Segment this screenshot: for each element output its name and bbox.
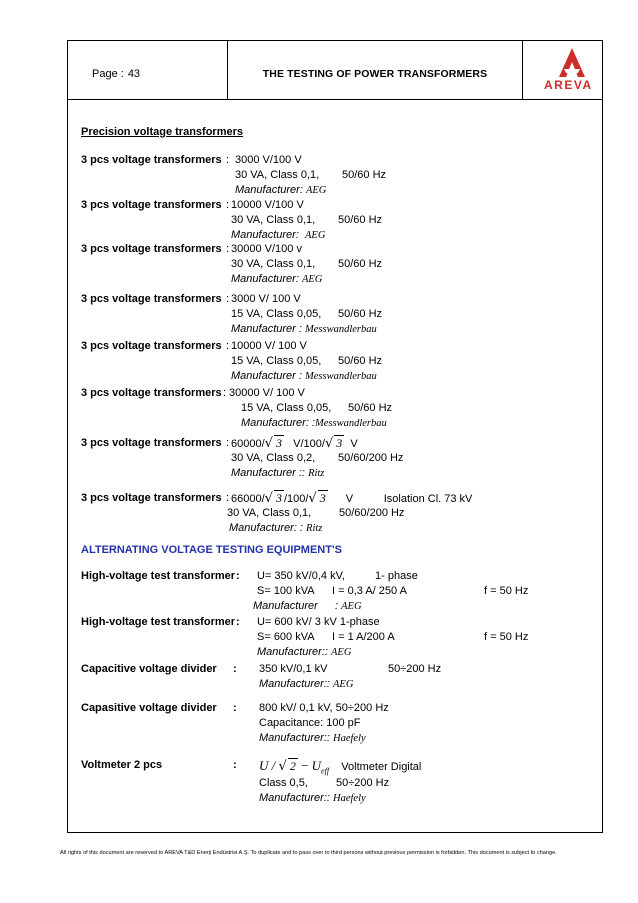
item-spec (259, 701, 389, 746)
header (68, 41, 602, 100)
manufacturer-name: Haefely (333, 733, 366, 744)
item-colon: : (226, 293, 230, 305)
formula (259, 758, 330, 776)
spec-line (231, 307, 382, 322)
manufacturer-line (231, 466, 403, 481)
item-label: 3 pcs voltage transformers (81, 492, 222, 504)
spec-line (229, 401, 392, 416)
voltage-primary: 66000/ (231, 493, 265, 505)
header-title-cell (228, 41, 523, 99)
section-title-ac-testing: ALTERNATING VOLTAGE TESTING EQUIPMENT'S (81, 544, 342, 556)
manufacturer-label: Manufacturer (231, 323, 296, 335)
document-title: THE TESTING OF POWER TRANSFORMERS (262, 68, 488, 80)
spec-freq: 50/60 Hz (348, 402, 393, 414)
item-colon: : (226, 243, 230, 255)
manufacturer-name: Messwandlerbau (314, 418, 387, 429)
manufacturer-line (259, 677, 441, 692)
manufacturer-sep: : (298, 370, 302, 382)
header-page-cell (68, 41, 228, 99)
item-label: 3 pcs voltage transformers (81, 293, 222, 305)
logo-text: AREVA (544, 78, 593, 92)
formula-ueff: U (311, 758, 322, 773)
manufacturer-label: Manufacturer (231, 467, 296, 479)
item-colon: : (233, 663, 237, 675)
manufacturer-sep: : (298, 323, 302, 335)
item-colon: : (236, 616, 240, 628)
item-colon: : (226, 437, 230, 449)
spec-line (235, 168, 386, 183)
spec-freq: 50÷200 Hz (336, 777, 390, 789)
manufacturer-line (253, 599, 528, 614)
spec-line (231, 451, 403, 466)
manufacturer-label: Manufacturer (235, 184, 300, 196)
spec-line (259, 758, 421, 776)
sqrt-value: 3 (275, 491, 282, 505)
sqrt-icon: √ (308, 491, 317, 506)
manufacturer-label: Manufacturer (231, 229, 296, 241)
manufacturer-name: AEG (305, 185, 327, 196)
manufacturer-name: Messwandlerbau (305, 324, 377, 335)
item-label: High-voltage test transformer (81, 616, 236, 628)
manufacturer-sep: :: (323, 732, 330, 744)
item-label: Capasitive voltage divider (81, 702, 217, 714)
spec-rating: 30 VA, Class 0,1, (231, 258, 316, 270)
sqrt-icon: √ (264, 491, 273, 506)
spec-line (259, 776, 421, 791)
spec-current: I = 1 A/200 A (332, 631, 395, 643)
item-label: Capacitive voltage divider (81, 663, 217, 675)
manufacturer-name: AEG (305, 230, 326, 241)
sqrt-value: 3 (275, 436, 282, 450)
manufacturer-name: AEG (331, 647, 352, 658)
spec-freq: 50/60 Hz (338, 308, 383, 320)
manufacturer-label: Manufacturer (241, 417, 306, 429)
spec-line (257, 630, 528, 645)
spec-line: 30000 V/ 100 V (229, 387, 305, 399)
spec-rating: 30 VA, Class 0,2, (231, 452, 316, 464)
item-spec (231, 339, 382, 384)
voltage-secondary: /100/ (283, 493, 309, 505)
spec-line: 800 kV/ 0,1 kV, 50÷200 Hz (259, 702, 389, 714)
manufacturer-sep: :: (298, 467, 305, 479)
spec-line: 10000 V/ 100 V (231, 340, 307, 352)
item-spec (231, 198, 382, 243)
manufacturer-label: Manufacturer (259, 732, 324, 744)
spec-freq: 50/60 Hz (338, 258, 383, 270)
item-colon: : (223, 387, 227, 399)
spec-rating: 15 VA, Class 0,05, (241, 402, 332, 414)
header-logo-cell (523, 41, 604, 99)
spec-freq: 50/60/200 Hz (339, 507, 405, 519)
manufacturer-name: AEG (301, 274, 323, 285)
item-label: 3 pcs voltage transformers (81, 387, 222, 399)
spec-line: Capacitance: 100 pF (259, 717, 361, 729)
manufacturer-line (259, 791, 421, 806)
item-spec (253, 569, 529, 614)
item-spec (227, 491, 473, 536)
manufacturer-sep: : : (305, 417, 315, 429)
spec-line: 3000 V/ 100 V (231, 293, 301, 305)
spec-current: I = 0,3 A/ 250 A (332, 585, 407, 597)
spec-freq: 50÷200 Hz (388, 663, 442, 675)
manufacturer-name: AEG (333, 679, 354, 690)
manufacturer-sep: : : (293, 522, 303, 534)
spec-rating: 30 VA, Class 0,1, (231, 214, 316, 226)
item-colon: : (226, 340, 230, 352)
spec-line (257, 569, 528, 584)
manufacturer-label: Manufacturer (229, 522, 294, 534)
manufacturer-name: Ritz (306, 523, 323, 534)
page-number (88, 68, 140, 80)
spec-voltage: U= 350 kV/0,4 kV, (257, 570, 345, 582)
spec-line (231, 213, 382, 228)
spec-line (231, 354, 382, 369)
manufacturer-line (259, 731, 389, 746)
manufacturer-label: Manufacturer (231, 273, 296, 285)
spec-freq: f = 50 Hz (484, 631, 529, 643)
spec-freq: 50/60 Hz (338, 355, 383, 367)
manufacturer-sep: : (335, 600, 339, 612)
manufacturer-label: Manufacturer (259, 678, 324, 690)
page-label: Page : (92, 68, 124, 80)
voltage-primary: 60000/ (231, 438, 265, 450)
spec-voltage: 350 kV/0,1 kV (259, 663, 328, 675)
manufacturer-sep: :: (323, 678, 330, 690)
manufacturer-name: AEG (341, 601, 362, 612)
spec-line: 3000 V/100 V (235, 154, 302, 166)
spec-power: S= 100 kVA (257, 585, 315, 597)
page-number-value: 43 (127, 68, 141, 80)
voltage-unit: V (345, 493, 354, 505)
spec-freq: 50/60/200 Hz (338, 452, 404, 464)
spec-rating: 30 VA, Class 0,1, (235, 169, 320, 181)
footer-copyright: All rights of this document are reserved to AREVA T&D Enerji Endüstrisi A.Ş. To duplicate and to pass over to third persons without previous permission is forbidden. This document is subject to change. (60, 850, 557, 856)
item-label: 3 pcs voltage transformers (81, 199, 222, 211)
spec-rating: 15 VA, Class 0,05, (231, 355, 322, 367)
item-spec (229, 386, 392, 431)
sqrt-icon: √ (264, 436, 273, 451)
sqrt-icon: √ (324, 436, 334, 451)
manufacturer-line (231, 228, 382, 243)
spec-line: U= 600 kV/ 3 kV 1-phase (257, 616, 380, 628)
item-spec (231, 242, 382, 287)
item-label: 3 pcs voltage transformers (81, 154, 222, 166)
item-spec (231, 292, 382, 337)
item-colon: : (226, 492, 230, 504)
spec-freq: 50/60 Hz (338, 214, 383, 226)
manufacturer-label: Manufacturer (259, 792, 324, 804)
spec-freq: 50/60 Hz (342, 169, 387, 181)
item-spec (259, 662, 441, 692)
manufacturer-line (231, 322, 382, 337)
item-spec (257, 615, 528, 660)
spec-type: Voltmeter Digital (341, 761, 422, 773)
manufacturer-sep: : (295, 229, 299, 241)
formula-slash: / (271, 758, 276, 773)
sqrt-icon: √ (278, 759, 287, 774)
manufacturer-label: Manufacturer (253, 600, 318, 612)
manufacturer-sep: : (299, 184, 303, 196)
manufacturer-sep: : (295, 273, 299, 285)
voltage-unit: V (350, 438, 358, 450)
manufacturer-line (257, 645, 528, 660)
manufacturer-line (231, 272, 382, 287)
item-colon: : (226, 199, 230, 211)
sqrt-value: 2 (289, 759, 296, 773)
item-spec (235, 153, 386, 198)
spec-freq: f = 50 Hz (484, 585, 529, 597)
item-spec (231, 436, 403, 481)
item-colon: : (233, 702, 237, 714)
item-colon: : (226, 154, 230, 166)
manufacturer-label: Manufacturer (257, 646, 322, 658)
manufacturer-line (229, 521, 472, 536)
manufacturer-line (235, 183, 386, 198)
spec-line (231, 257, 382, 272)
item-label: Voltmeter 2 pcs (81, 759, 163, 771)
spec-line (227, 506, 472, 521)
voltage-secondary: V/100/ (293, 438, 325, 450)
item-label: 3 pcs voltage transformers (81, 437, 222, 449)
spec-line (231, 491, 472, 506)
item-label: 3 pcs voltage transformers (81, 340, 222, 352)
spec-phase: 1- phase (375, 570, 418, 582)
manufacturer-name: Ritz (308, 468, 325, 479)
spec-line: 30000 V/100 v (231, 243, 302, 255)
formula-u: U (259, 758, 269, 773)
manufacturer-line (231, 369, 382, 384)
spec-line (259, 662, 441, 677)
manufacturer-sep: :: (321, 646, 328, 658)
spec-line (231, 436, 403, 451)
spec-class: Class 0,5, (259, 777, 308, 789)
item-spec (259, 758, 421, 806)
spec-power: S= 600 kVA (257, 631, 315, 643)
item-label: High-voltage test transformer (81, 570, 236, 582)
item-label: 3 pcs voltage transformers (81, 243, 222, 255)
isolation-class: Isolation Cl. 73 kV (383, 493, 473, 505)
spec-rating: 15 VA, Class 0,05, (231, 308, 322, 320)
sqrt-value: 3 (336, 436, 343, 450)
manufacturer-line (229, 416, 392, 431)
item-colon: : (236, 570, 240, 582)
formula-minus: − (301, 758, 309, 773)
spec-line: 10000 V/100 V (231, 199, 304, 211)
spec-rating: 30 VA, Class 0,1, (227, 507, 312, 519)
manufacturer-label: Manufacturer (231, 370, 296, 382)
spec-line (257, 584, 528, 599)
manufacturer-name: Messwandlerbau (305, 371, 377, 382)
sqrt-value: 3 (319, 491, 326, 505)
item-colon: : (233, 759, 237, 771)
manufacturer-sep: :: (323, 792, 330, 804)
manufacturer-name: Haefely (333, 793, 366, 804)
section-title-precision: Precision voltage transformers (81, 126, 244, 138)
formula-sub: eff (321, 766, 330, 776)
